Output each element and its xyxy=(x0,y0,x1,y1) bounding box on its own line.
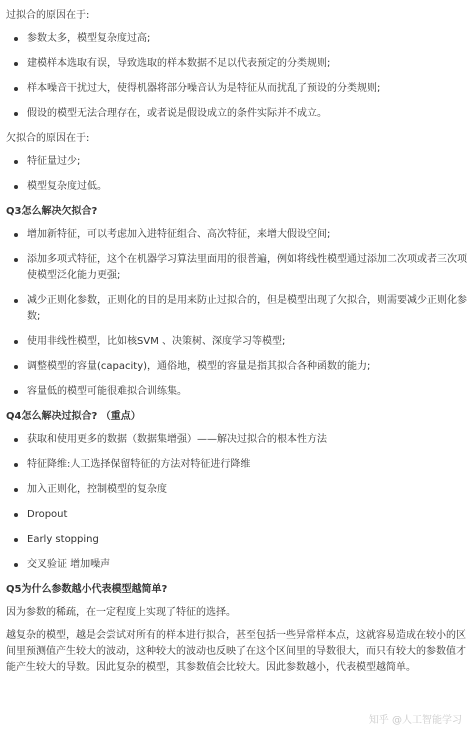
heading-emphasis: （重点） xyxy=(100,411,141,422)
list-item xyxy=(6,56,468,72)
paragraph: 越复杂的模型，越是会尝试对所有的样本进行拟合，甚至包括一些异常样本点，这就容易造成在较小的区间里预测值产生较大的波动，这种较大的波动也反映了在这个区间里的导数很大，而只有较大的参数值才能产生较大的导数。因此复杂的模型，其参数值会比较大。因此参数越小，代表模型越简单。 xyxy=(6,630,466,673)
heading-text: Q3怎么解决欠拟合? xyxy=(6,206,98,217)
bullet-icon xyxy=(14,233,18,237)
list-item-text: 增加新特征，可以考虑加入进特征组合、高次特征，来增大假设空间; xyxy=(27,229,331,240)
list-item xyxy=(6,384,468,400)
bullet-icon xyxy=(14,563,18,567)
list-item-text: 模型复杂度过低。 xyxy=(27,181,107,192)
bullet-icon xyxy=(14,62,18,66)
list-item xyxy=(6,532,468,548)
list-item-text: 减少正则化参数，正则化的目的是用来防止过拟合的，但是模型出现了欠拟合，则需要减少正则化参数; xyxy=(27,295,467,322)
list-item xyxy=(6,457,468,473)
list-item xyxy=(6,81,468,97)
bullet-icon xyxy=(14,488,18,492)
heading-text: Q5为什么参数越小代表模型越简单? xyxy=(6,584,168,595)
bullet-list xyxy=(6,31,468,122)
list-item xyxy=(6,359,468,375)
list-item xyxy=(6,293,468,325)
list-item xyxy=(6,252,468,284)
section-heading xyxy=(6,409,468,425)
paragraph: 因为参数的稀疏，在一定程度上实现了特征的选择。 xyxy=(6,607,236,618)
bullet-list xyxy=(6,432,468,573)
list-item-text: 假设的模型无法合理存在，或者说是假设成立的条件实际并不成立。 xyxy=(27,108,327,119)
list-item-text: 参数太多，模型复杂度过高; xyxy=(27,33,151,44)
list-item xyxy=(6,432,468,448)
list-item xyxy=(6,334,468,350)
list-item xyxy=(6,106,468,122)
list-item-text: 特征降维:人工选择保留特征的方法对特征进行降维 xyxy=(27,459,251,470)
bullet-icon xyxy=(14,112,18,116)
bullet-icon xyxy=(14,538,18,542)
list-item xyxy=(6,179,468,195)
article-body xyxy=(6,8,468,683)
heading-text: Q4怎么解决过拟合? xyxy=(6,411,101,422)
watermark: 知乎 @人工智能学习 xyxy=(368,715,462,726)
bullet-icon xyxy=(14,299,18,303)
list-item-text: 加入正则化，控制模型的复杂度 xyxy=(27,484,167,495)
section-heading xyxy=(6,582,468,598)
list-item-text: 添加多项式特征，这个在机器学习算法里面用的很普遍，例如将线性模型通过添加二次项或者三次项使模型泛化能力更强; xyxy=(27,254,467,281)
list-item-text: 获取和使用更多的数据（数据集增强）——解决过拟合的根本性方法 xyxy=(27,434,327,445)
list-item-text: 交叉验证 增加噪声 xyxy=(27,559,111,570)
list-item-text: 调整模型的容量(capacity)，通俗地，模型的容量是指其拟合各种函数的能力; xyxy=(27,361,371,372)
section-heading xyxy=(6,204,468,220)
paragraph: 欠拟合的原因在于: xyxy=(6,133,90,144)
list-item-text: 容量低的模型可能很难拟合训练集。 xyxy=(27,386,187,397)
bullet-icon xyxy=(14,87,18,91)
list-item xyxy=(6,154,468,170)
list-item xyxy=(6,482,468,498)
bullet-list xyxy=(6,154,468,195)
bullet-icon xyxy=(14,258,18,262)
list-item-text: 建模样本选取有误，导致选取的样本数据不足以代表预定的分类规则; xyxy=(27,58,331,69)
list-item xyxy=(6,227,468,243)
list-item xyxy=(6,507,468,523)
list-item-text: 样本噪音干扰过大，使得机器将部分噪音认为是特征从而扰乱了预设的分类规则; xyxy=(27,83,381,94)
bullet-icon xyxy=(14,463,18,467)
list-item-text: 特征量过少; xyxy=(27,156,81,167)
bullet-icon xyxy=(14,37,18,41)
list-item-text: 使用非线性模型，比如核SVM 、决策树、深度学习等模型; xyxy=(27,336,286,347)
bullet-icon xyxy=(14,438,18,442)
paragraph: 过拟合的原因在于: xyxy=(6,10,90,21)
list-item xyxy=(6,31,468,47)
bullet-icon xyxy=(14,513,18,517)
list-item-text: Early stopping xyxy=(27,534,99,545)
bullet-icon xyxy=(14,365,18,369)
list-item-text: Dropout xyxy=(27,509,68,520)
bullet-icon xyxy=(14,340,18,344)
list-item xyxy=(6,557,468,573)
bullet-icon xyxy=(14,390,18,394)
bullet-icon xyxy=(14,185,18,189)
bullet-list xyxy=(6,227,468,400)
bullet-icon xyxy=(14,160,18,164)
